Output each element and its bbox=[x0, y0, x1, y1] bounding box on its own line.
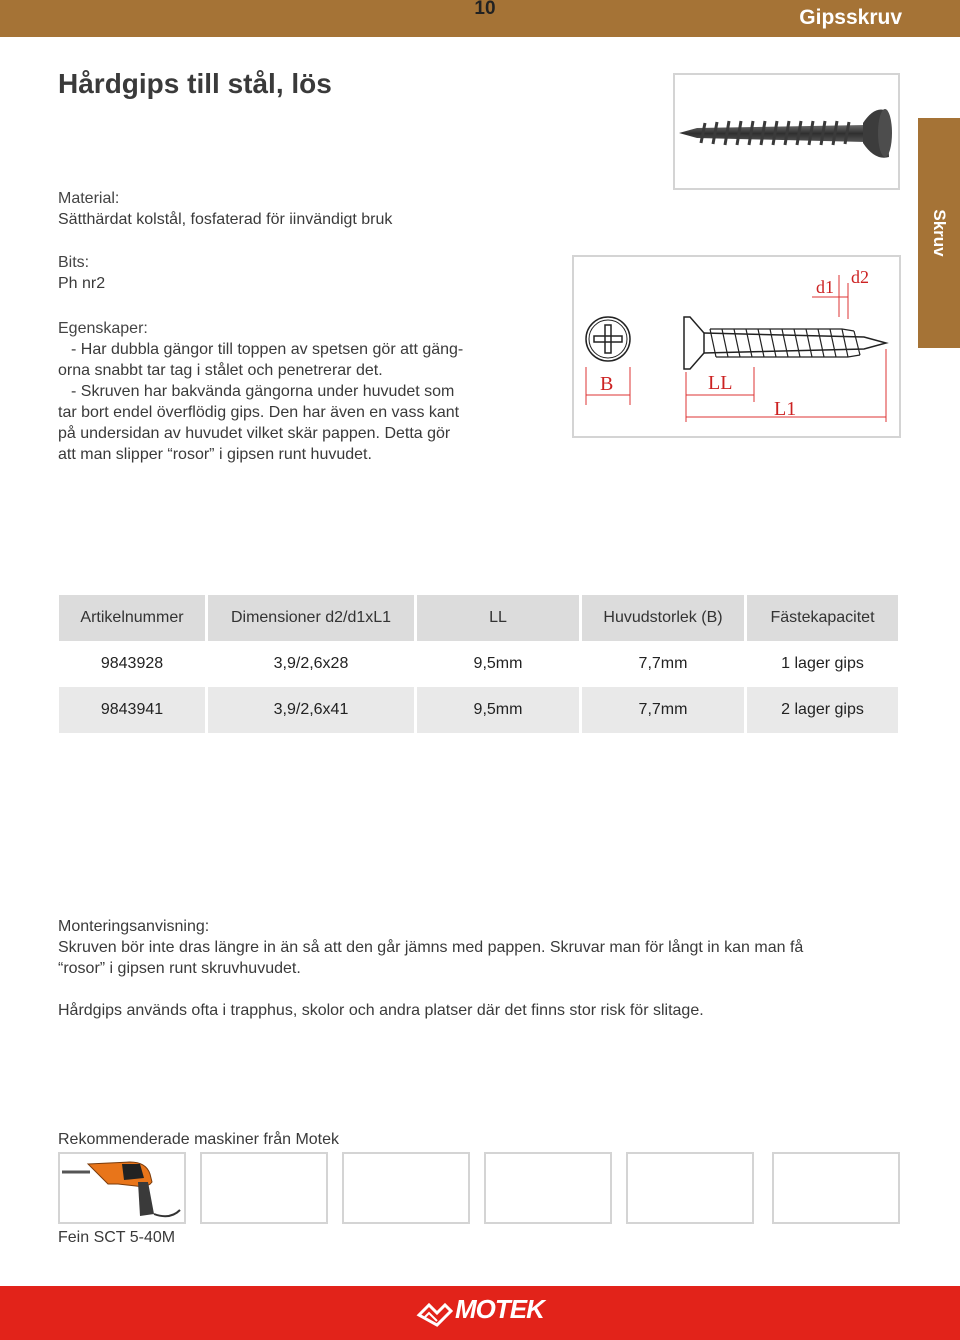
motek-logo-text: MOTEK bbox=[455, 1294, 544, 1324]
header-bar bbox=[0, 0, 960, 37]
table-cell: 9,5mm bbox=[416, 641, 581, 687]
bits-text: Ph nr2 bbox=[58, 275, 106, 292]
machine-caption: Fein SCT 5-40M bbox=[58, 1229, 176, 1246]
table-header-cell: Artikelnummer bbox=[59, 595, 207, 641]
diagram-drawing bbox=[574, 257, 899, 436]
properties-line: på undersidan av huvudet vilket skär pappen. Detta gör bbox=[58, 425, 451, 442]
table-row bbox=[59, 687, 900, 733]
table-cell: 9843928 bbox=[59, 641, 207, 687]
page-number: 10 bbox=[474, 0, 496, 19]
mounting-line: Skruven bör inte dras längre in än så att den går jämns med pappen. Skruvar man för långt in kan man få bbox=[58, 939, 804, 956]
properties-label: Egenskaper: bbox=[58, 320, 148, 337]
dim-d2-label: d2 bbox=[851, 267, 869, 287]
properties-line: tar bort endel överflödig gips. Den har även en vass kant bbox=[58, 404, 460, 421]
dim-l1-label: L1 bbox=[774, 398, 797, 420]
screw-photo bbox=[673, 73, 900, 190]
motek-logo-icon bbox=[415, 1293, 455, 1333]
table-cell: 7,7mm bbox=[581, 687, 746, 733]
mounting-section bbox=[58, 916, 918, 979]
table-header-row bbox=[59, 595, 900, 641]
page-title: Hårdgips till stål, lös bbox=[58, 68, 332, 99]
dim-ll-label: LL bbox=[708, 372, 733, 394]
properties-line: att man slipper “rosor” i gipsen runt huvudet. bbox=[58, 446, 372, 463]
mounting-line: “rosor” i gipsen runt skruvhuvudet. bbox=[58, 960, 301, 977]
screw-dimension-diagram bbox=[572, 255, 901, 438]
material-section bbox=[58, 188, 392, 230]
table-header-cell: LL bbox=[416, 595, 581, 641]
table-header-cell: Huvudstorlek (B) bbox=[581, 595, 746, 641]
properties-line: orna snabbt tar tag i stålet och penetrerar det. bbox=[58, 362, 383, 379]
table-row bbox=[59, 641, 900, 687]
spec-table bbox=[59, 595, 901, 733]
mounting-label: Monteringsanvisning: bbox=[58, 918, 210, 935]
machine-thumb-empty[interactable] bbox=[342, 1152, 470, 1224]
section-title: Gipsskruv bbox=[799, 6, 902, 29]
table-header-cell: Fästekapacitet bbox=[746, 595, 900, 641]
properties-section bbox=[58, 318, 528, 465]
usage-note: Hårdgips används ofta i trapphus, skolor och andra platser där det finns stor risk för slitage. bbox=[58, 1002, 704, 1019]
machine-thumb-fein[interactable] bbox=[58, 1152, 186, 1224]
table-header-cell: Dimensioner d2/d1xL1 bbox=[207, 595, 416, 641]
screwdriver-icon bbox=[60, 1154, 184, 1222]
properties-line: - Skruven har bakvända gängorna under huvudet som bbox=[71, 383, 455, 400]
table-cell: 9,5mm bbox=[416, 687, 581, 733]
table-cell: 3,9/2,6x28 bbox=[207, 641, 416, 687]
machine-thumb-empty[interactable] bbox=[484, 1152, 612, 1224]
machine-thumb-empty[interactable] bbox=[626, 1152, 754, 1224]
machines-heading: Rekommenderade maskiner från Motek bbox=[58, 1131, 340, 1148]
material-text: Sätthärdat kolstål, fosfaterad för iinvändigt bruk bbox=[58, 211, 393, 228]
table-cell: 1 lager gips bbox=[746, 641, 900, 687]
machine-thumb-empty[interactable] bbox=[200, 1152, 328, 1224]
table-cell: 9843941 bbox=[59, 687, 207, 733]
screw-image bbox=[675, 75, 898, 188]
bits-section bbox=[58, 252, 105, 294]
bits-label: Bits: bbox=[58, 254, 90, 271]
machine-thumb-empty[interactable] bbox=[772, 1152, 900, 1224]
material-label: Material: bbox=[58, 190, 120, 207]
side-tab-label: Skruv bbox=[930, 209, 949, 257]
side-tab[interactable] bbox=[918, 118, 960, 348]
properties-line: - Har dubbla gängor till toppen av spetsen gör att gäng- bbox=[71, 341, 464, 358]
dim-d1-label: d1 bbox=[816, 277, 834, 297]
table-cell: 3,9/2,6x41 bbox=[207, 687, 416, 733]
table-cell: 7,7mm bbox=[581, 641, 746, 687]
dim-b-label: B bbox=[600, 373, 614, 395]
table-cell: 2 lager gips bbox=[746, 687, 900, 733]
